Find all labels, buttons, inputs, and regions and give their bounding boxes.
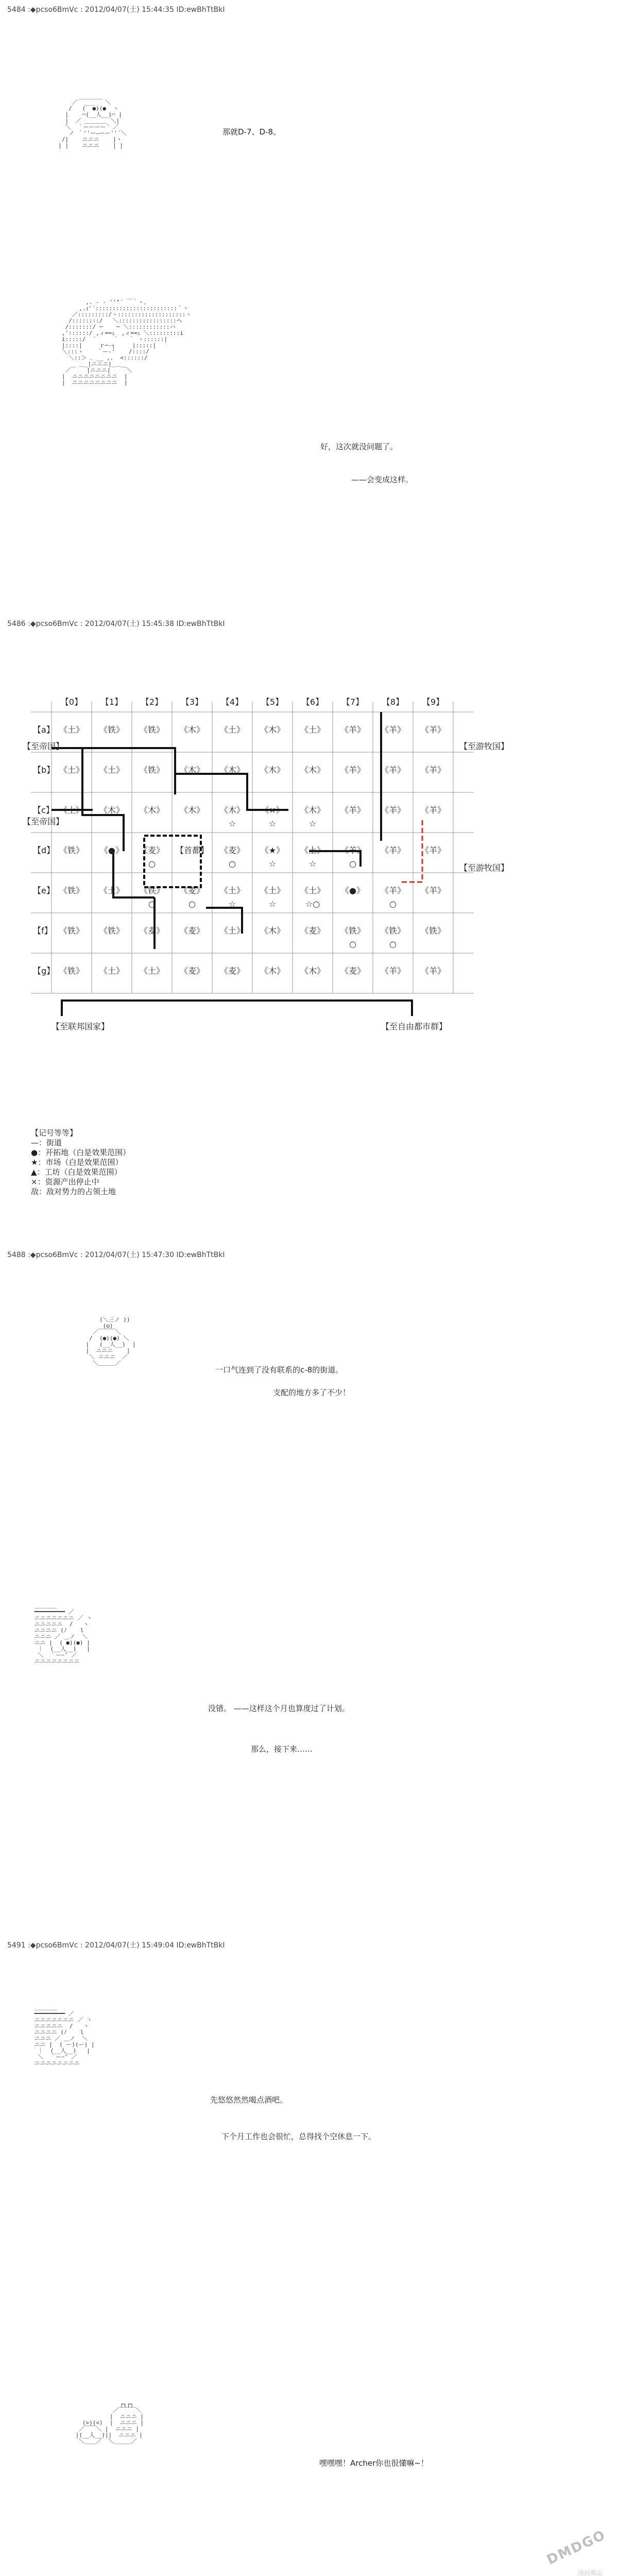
map-mark: ○ (148, 859, 156, 869)
row-label: 【b】 (33, 765, 55, 775)
map-cell: 《土》 (300, 725, 325, 735)
map-cell: 《羊》 (340, 725, 366, 735)
legend-item: 敌：敌对势力的占领土地 (31, 1187, 116, 1196)
map-cell: 《麦》 (219, 966, 245, 976)
map-cell: 《土》 (260, 886, 285, 895)
map-cell: 《羊》 (420, 725, 446, 735)
map-cell: 《麦》 (179, 886, 205, 895)
side-label-right-d: 【至游牧国】 (459, 863, 509, 873)
map-cell: 《铁》 (59, 926, 84, 936)
map-cell: 《土》 (139, 966, 165, 976)
side-label-bottom-left: 【至联邦国家】 (52, 1022, 110, 1031)
map-cell: 《铁》 (139, 886, 165, 895)
side-label-bottom-right: 【至自由都市群】 (381, 1022, 448, 1031)
legend-item: ●：开拓地（白是效果范围） (31, 1148, 131, 1157)
map-cell: 《铁》 (380, 926, 406, 936)
map-cell: 《★》 (260, 845, 285, 855)
ascii-art-yaruo-drill: (＼三ノ )) (◎) ／￣￣￣＼ / (●)(●) ＼ | (__人__) | | ニニニ | ＼ ニニニ ／ ＼＿＿＿／ (85, 1316, 136, 1366)
map-cell: 《麦》 (179, 966, 205, 976)
road (175, 774, 288, 810)
map-cell: 《铁》 (59, 966, 84, 976)
row-label: 【g】 (33, 966, 55, 976)
map-cell: 《木》 (99, 805, 125, 815)
ascii-art-drinking: ┌┐┌┐ ／￣￣￣＼ | ニニニ | (>)(<) | ニニニ | ／￣￣＼ | ニニニ | |(__人__)|| ニニニ | ＼＿＿／ ＼＿＿＿／ (75, 2401, 144, 2445)
map-cell: 《木》 (139, 805, 165, 815)
map-cell: 《羊》 (340, 845, 366, 855)
legend-item: ×：资源产出停止中 (31, 1177, 99, 1187)
map-cell: 《麦》 (300, 926, 325, 936)
map-cell: 《土》 (59, 805, 84, 815)
road (82, 748, 124, 851)
map-mark: ☆ (308, 819, 317, 828)
ascii-art-archer: ,. - ‐ ''"´ ￣｀ヽ、 ,.ｨ'´::::::::::::::::::::::::｀ヽ ／:::::::::/ヽ::::::::::::::::::::ヽ /::::::::/ ＼:::::::::::::::::ヘ /:::::::/ ─ ─ ＼::::::::::::ハ ,'::::::/ ,ィ==ｭ ,ィ==ｭ ＼:::::::::i i:::::/ ´ ｀ ｀ ヽ::::::| |::::| ｒ─‐┐ |:::::| ＼:::ヽ ｀ー‐' /::::/ ＼::＞ ､ __ ,. <::::::/ ＿_|ニニニ|_＿ ／￣ |ニニニ| ￣＼ | ニニニニニニニニ | | ニニニニニニニニ | (61, 299, 192, 386)
map-cell: 《羊》 (420, 886, 446, 895)
map-cell: 《×》 (261, 805, 284, 815)
row-label: 【d】 (33, 845, 55, 855)
map-mark: ☆ (268, 819, 277, 828)
dialogue-line: 嘿嘿嘿！Archer你也很懂嘛~！ (319, 2459, 428, 2468)
map-cell: 《木》 (219, 805, 245, 815)
col-label: 【6】 (301, 697, 324, 707)
map-cell: 《土》 (219, 725, 245, 735)
watermark-logo: DMDGO (544, 2527, 608, 2568)
row-label: 【e】 (33, 886, 55, 895)
map-cell: 《木》 (300, 805, 325, 815)
map-mark: ☆ (268, 859, 277, 869)
col-label: 【4】 (221, 697, 244, 707)
map-mark: ○ (349, 859, 356, 869)
map-cell: 《羊》 (340, 805, 366, 815)
map-cell: 《土》 (219, 886, 245, 895)
map-cell: 《木》 (260, 926, 285, 936)
map-cell: 《木》 (179, 725, 205, 735)
dialogue-line: 一口气连到了没有联系的c-8的街道。 (215, 1365, 344, 1375)
map-mark: ○ (349, 939, 356, 949)
map-cell: 《麦》 (139, 926, 165, 936)
dialogue-line: 那么，接下来…… (251, 1744, 313, 1754)
map-cell: 《铁》 (59, 886, 84, 895)
map-labels (33, 697, 445, 976)
col-label: 【2】 (141, 697, 163, 707)
row-label: 【c】 (33, 805, 54, 815)
map-mark: ○ (389, 939, 397, 949)
ascii-art-yaruo: _______ ／ ___ ＼ / ( ●)(● ヽ | ⌒(__人__)⌒ | | ／ ＿＿＿＿ ＼| ＼ ｀ーーーー´ ／ ノ ｀''ー―ーー''´＼ /| ニニニ |ヽ | | ニニニ | | (58, 93, 127, 149)
watermark-text: 漫画搬运 (577, 2569, 603, 2576)
map-mark: ☆ (268, 899, 277, 909)
map-legend (31, 1128, 130, 1197)
map-mark: ☆ (228, 819, 236, 828)
map-cell: 《木》 (260, 966, 285, 976)
dialogue-line: 那就D-7、D-8。 (222, 127, 281, 137)
map-cell: 《麦》 (219, 845, 245, 855)
dialogue-line: 先悠悠然然喝点酒吧。 (210, 2095, 288, 2105)
map-cell: 《木》 (260, 765, 285, 775)
map-mark: ☆○ (305, 899, 320, 909)
col-label: 【8】 (382, 697, 404, 707)
map-cell: 《麦》 (179, 926, 205, 936)
map-cell: 《铁》 (139, 725, 165, 735)
map-cell: 《羊》 (380, 765, 406, 775)
road (62, 1001, 412, 1016)
col-label: 【0】 (60, 697, 83, 707)
map-cell: 《土》 (59, 765, 84, 775)
map-cell: 《铁》 (99, 926, 125, 936)
post-header: 5484 :◆pcso6BmVc : 2012/04/07(土) 15:44:35 ID:ewBhTtBkI (7, 6, 225, 14)
dialogue-line: 下个月工作也会很忙，总得找个空休息一下。 (221, 2132, 376, 2141)
map-cell: 《木》 (260, 725, 285, 735)
side-label-right-b: 【至游牧国】 (459, 741, 509, 751)
map-cell: 《铁》 (99, 725, 125, 735)
map-cell: 《木》 (179, 765, 205, 775)
map-cell: 《土》 (99, 886, 125, 895)
map-mark: ○ (229, 859, 236, 869)
legend-title: 【记号等等】 (31, 1128, 78, 1138)
map-cell: 《铁》 (340, 926, 366, 936)
side-label-left-c: 【至帝国】 (23, 817, 64, 826)
post-header: 5486 :◆pcso6BmVc : 2012/04/07(土) 15:45:38 ID:ewBhTtBkI (7, 620, 225, 628)
map-cell: 《羊》 (380, 725, 406, 735)
map-cell: 【首都】 (175, 845, 209, 855)
col-label: 【3】 (181, 697, 203, 707)
map-mark: ☆ (308, 859, 317, 869)
map-cell: 《木》 (179, 805, 205, 815)
map-cell: 《羊》 (420, 765, 446, 775)
col-label: 【5】 (261, 697, 284, 707)
map-cell: 《木》 (300, 966, 325, 976)
dialogue-line: 没错。 ——这样这个月也算度过了计划。 (208, 1704, 350, 1713)
row-label: 【a】 (33, 725, 55, 735)
map-cell: 《麦》 (139, 845, 165, 855)
col-label: 【7】 (341, 697, 364, 707)
map-cell: 《羊》 (380, 886, 406, 895)
map-mark: ○ (148, 899, 156, 909)
map-grid (31, 702, 474, 993)
map-mark: ○ (188, 899, 196, 909)
ascii-art-hooded: ＿＿＿＿ ━━━━━━━━━ ／ ニニニニニニニ ／ ヽ ニニニニニ / ヽ ニニニニ (ﾉ l ニニニ ／ ＿ノ ＼ ニニ | ( ●)(●) | ｜ (__人__) | ＼ ｀ーｰ' ／ ニニニニニニニニ (34, 1602, 92, 1665)
map-cell: 《羊》 (380, 966, 406, 976)
map-cell: 《土》 (59, 725, 84, 735)
side-label-top-left: 【至帝国】 (23, 741, 64, 751)
legend-item: ▲：工坊（白是效果范围） (31, 1167, 122, 1177)
map-cell: 《●》 (341, 886, 365, 895)
legend-item: ★：市场（白是效果范围） (31, 1158, 123, 1167)
map-mark: ○ (389, 899, 397, 909)
post-header: 5491 :◆pcso6BmVc : 2012/04/07(土) 15:49:04 ID:ewBhTtBkI (7, 1941, 225, 1950)
map-cell: 《木》 (219, 765, 245, 775)
map-cell: 《土》 (300, 886, 325, 895)
territory-map (21, 681, 515, 1093)
map-cell: 《土》 (99, 966, 125, 976)
map-cell: 《土》 (300, 845, 325, 855)
map-cell: 《羊》 (420, 845, 446, 855)
col-label: 【1】 (100, 697, 123, 707)
dialogue-line: 好，这次就没问题了。 (320, 442, 398, 451)
map-cell: 《木》 (300, 765, 325, 775)
map-cell: 《羊》 (380, 805, 406, 815)
map-cell: 《羊》 (420, 805, 446, 815)
dialogue-line: 支配的地方多了不少！ (273, 1388, 351, 1397)
row-label: 【f】 (33, 926, 53, 936)
map-cell: 《土》 (219, 926, 245, 936)
map-cell: 《●》 (100, 845, 124, 855)
map-cell: 《麦》 (340, 966, 366, 976)
map-cell: 《土》 (99, 765, 125, 775)
map-cell: 《羊》 (420, 966, 446, 976)
map-cell: 《铁》 (139, 765, 165, 775)
col-label: 【9】 (422, 697, 444, 707)
dialogue-line: ——会变成这样。 (351, 475, 414, 484)
map-cell: 《铁》 (59, 845, 84, 855)
map-cell: 《羊》 (380, 845, 406, 855)
map-cell: 《铁》 (420, 926, 446, 936)
ascii-art-hooded-2: ＿＿＿＿ ━━━━━━━━━ ／ ニニニニニニニ ／ ヽ ニニニニニ / ヽ ニニニニ (ﾉ l ニニニ ／ ＿ノ ＼ ニニ | ( ー)(ー) | ｜ (__人__) | ＼ ｀ーｰ' ／ ニニニニニニニニ (34, 2004, 95, 2066)
legend-item: —：街道 (31, 1138, 62, 1147)
map-mark: ☆ (228, 899, 236, 909)
post-header: 5488 :◆pcso6BmVc : 2012/04/07(土) 15:47:30 ID:ewBhTtBkI (7, 1251, 225, 1259)
map-cell: 《羊》 (340, 765, 366, 775)
